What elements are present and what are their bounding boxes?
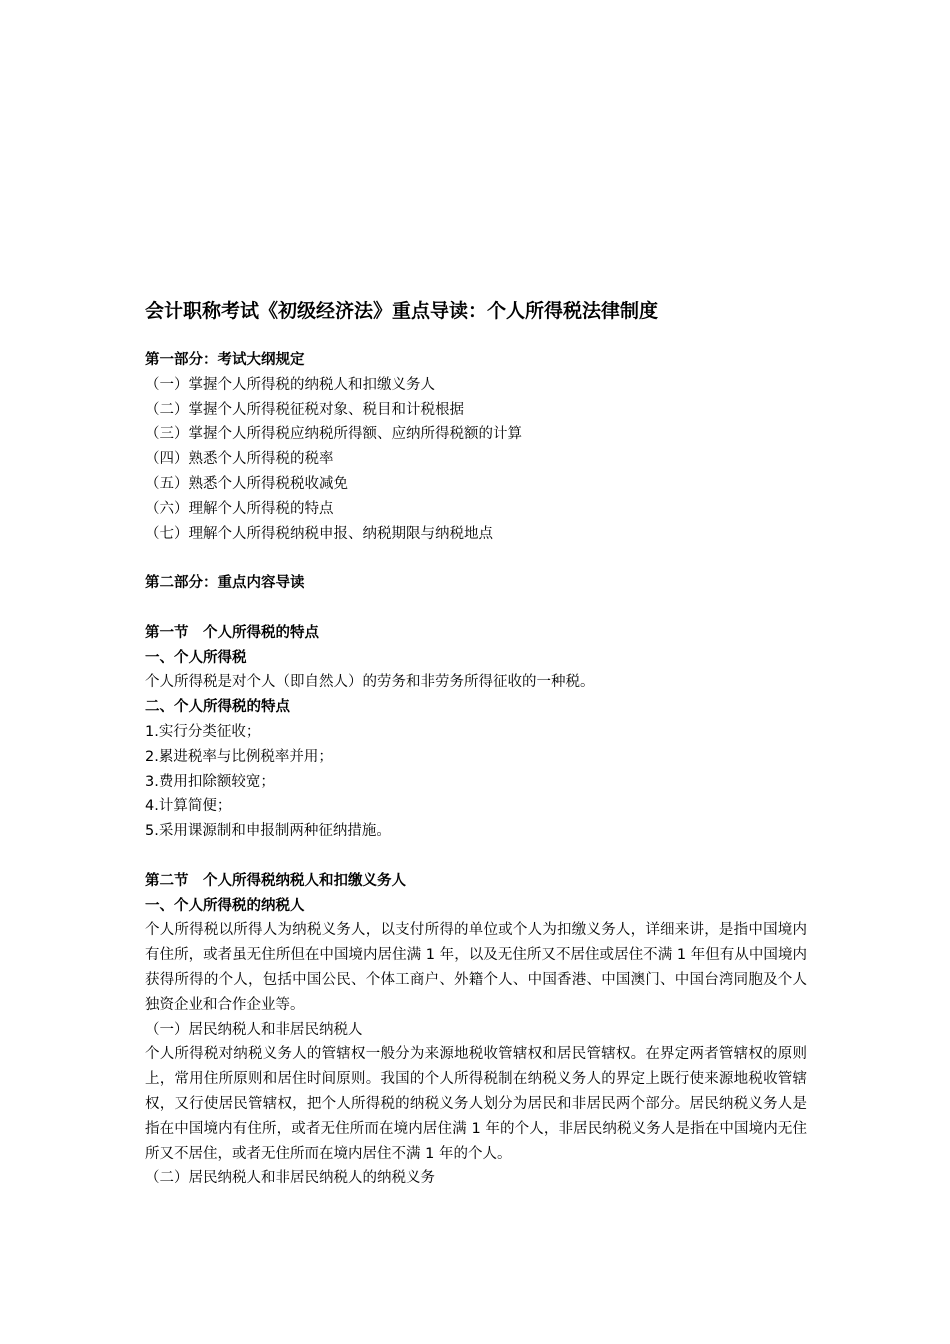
section1-subheading-1: 一、个人所得税 bbox=[145, 649, 247, 666]
list-item: （三）掌握个人所得税应纳税所得额、应纳所得税额的计算 bbox=[145, 426, 522, 443]
section2-subheading-1: 一、个人所得税的纳税人 bbox=[145, 897, 305, 914]
section1-paragraph: 个人所得税是对个人（即自然人）的劳务和非劳务所得征收的一种税。 bbox=[145, 674, 595, 691]
section2-heading: 第二节 个人所得税纳税人和扣缴义务人 bbox=[145, 872, 406, 889]
list-item: 3.费用扣除额较宽； bbox=[145, 773, 275, 790]
section1-subheading-2: 二、个人所得税的特点 bbox=[145, 699, 290, 716]
list-item: 5.采用课源制和申报制两种征纳措施。 bbox=[145, 823, 391, 840]
section2-paragraph-2: 个人所得税对纳税义务人的管辖权一般分为来源地税收管辖权和居民管辖权。在界定两者管辖权的原则上，常用住所原则和居住时间原则。我国的个人所得税制在纳税义务人的界定上既行使来源地税收管辖权，又行使居民管辖权，把个人所得税的纳税义务人划分为居民和非居民两个部分。居民纳税义务人是指在中国境内有住所，或者无住所而在境内居住满 1 年的个人，非居民纳税义务人是指在中国境内无住所又不居住，或者无住所而在境内居住不满 1 年的个人。 bbox=[145, 1046, 807, 1162]
section2-paragraph-1: 个人所得税以所得人为纳税义务人，以支付所得的单位或个人为扣缴义务人，详细来讲，是指中国境内有住所，或者虽无住所但在中国境内居住满 1 年，以及无住所又不居住或居住不满 1 年但有从中国境内获得所得的个人，包括中国公民、个体工商户、外籍个人、中国香港、中国澳门、中国台湾同胞及个人独资企业和合作企业等。 bbox=[145, 922, 807, 1013]
part1-heading: 第一部分：考试大纲规定 bbox=[145, 352, 305, 368]
list-item: 4.计算简便； bbox=[145, 798, 232, 815]
list-item: （二）掌握个人所得税征税对象、税目和计税根据 bbox=[145, 401, 464, 418]
list-item: （六）理解个人所得税的特点 bbox=[145, 500, 334, 517]
list-item: 2.累进税率与比例税率并用； bbox=[145, 748, 333, 765]
list-item: （四）熟悉个人所得税的税率 bbox=[145, 451, 334, 468]
list-item: （七）理解个人所得税纳税申报、纳税期限与纳税地点 bbox=[145, 525, 493, 542]
list-item: 1.实行分类征收； bbox=[145, 723, 261, 740]
list-item: （一）掌握个人所得税的纳税人和扣缴义务人 bbox=[145, 376, 435, 393]
section2-item-2: （二）居民纳税人和非居民纳税人的纳税义务 bbox=[145, 1170, 435, 1187]
section1-heading: 第一节 个人所得税的特点 bbox=[145, 624, 319, 641]
part2-heading: 第二部分：重点内容导读 bbox=[145, 575, 305, 592]
section2-item-1: （一）居民纳税人和非居民纳税人 bbox=[145, 1021, 363, 1038]
part1-block bbox=[145, 348, 810, 1191]
list-item: （五）熟悉个人所得税税收减免 bbox=[145, 475, 348, 492]
document-title: 会计职称考试《初级经济法》重点导读：个人所得税法律制度 bbox=[145, 300, 659, 322]
